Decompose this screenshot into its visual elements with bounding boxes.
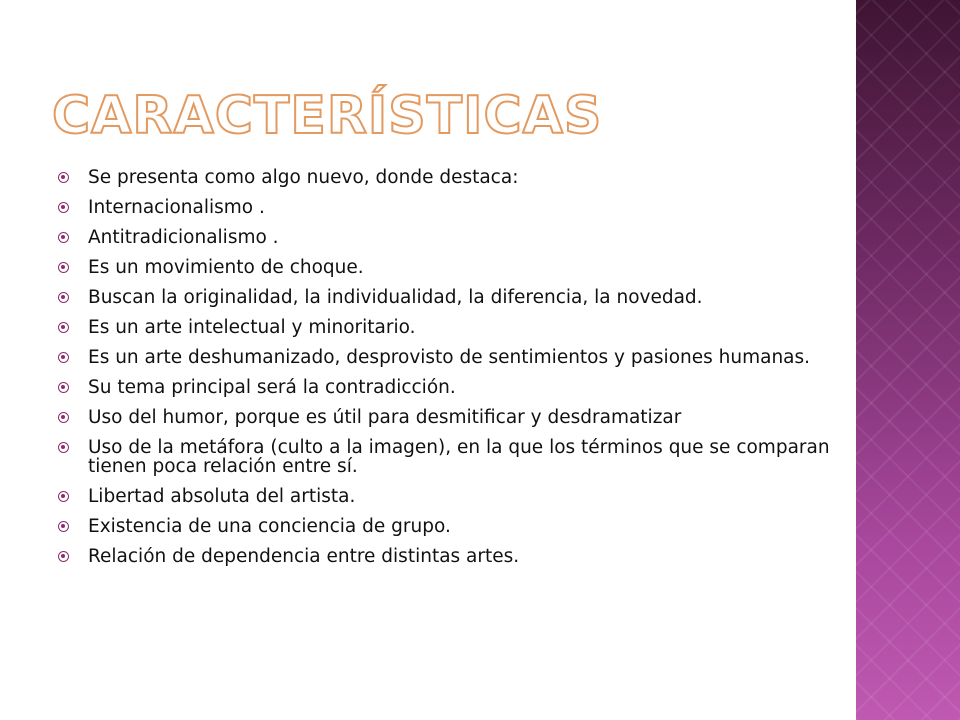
bullet-item [58, 198, 848, 217]
bullet-item [58, 168, 848, 187]
bullet-text: Buscan la originalidad, la individualidad, la diferencia, la novedad. [88, 287, 703, 308]
bullet-text: Se presenta como algo nuevo, donde destaca: [88, 167, 519, 188]
bullet-circle-icon [58, 232, 69, 243]
bullet-circle-icon [58, 172, 69, 183]
bullet-item [58, 438, 848, 476]
bullet-circle-icon [58, 521, 69, 532]
bullet-list [58, 168, 848, 577]
bullet-item [58, 318, 848, 337]
bullet-item [58, 487, 848, 506]
bullet-circle-icon [58, 292, 69, 303]
bullet-item [58, 517, 848, 536]
bullet-item [58, 348, 848, 367]
slide-title: CARACTERÍSTICAS [52, 86, 603, 146]
bullet-circle-icon [58, 202, 69, 213]
bullet-circle-icon [58, 352, 69, 363]
bullet-text: Libertad absoluta del artista. [88, 486, 356, 507]
bullet-text: Su tema principal será la contradicción. [88, 377, 456, 398]
bullet-item [58, 288, 848, 307]
decorative-side-band [856, 0, 960, 720]
bullet-text: Existencia de una conciencia de grupo. [88, 516, 451, 537]
bullet-circle-icon [58, 442, 69, 453]
bullet-item [58, 547, 848, 566]
bullet-item [58, 258, 848, 277]
bullet-circle-icon [58, 491, 69, 502]
bullet-text: Es un arte deshumanizado, desprovisto de sentimientos y pasiones humanas. [88, 347, 811, 368]
bullet-text: Relación de dependencia entre distintas artes. [88, 546, 520, 567]
bullet-item [58, 408, 848, 427]
bullet-text: Internacionalismo . [88, 197, 265, 218]
bullet-text: Uso del humor, porque es útil para desmitificar y desdramatizar [88, 407, 682, 428]
bullet-circle-icon [58, 382, 69, 393]
bullet-item [58, 378, 848, 397]
bullet-circle-icon [58, 322, 69, 333]
bullet-circle-icon [58, 551, 69, 562]
bullet-circle-icon [58, 262, 69, 273]
bullet-text: Es un movimiento de choque. [88, 257, 364, 278]
bullet-text: Antitradicionalismo . [88, 227, 279, 248]
bullet-text: Uso de la metáfora (culto a la imagen), en la que los términos que se comparan tienen poca relación entre sí. [88, 437, 830, 477]
bullet-text: Es un arte intelectual y minoritario. [88, 317, 416, 338]
bullet-circle-icon [58, 412, 69, 423]
bullet-item [58, 228, 848, 247]
